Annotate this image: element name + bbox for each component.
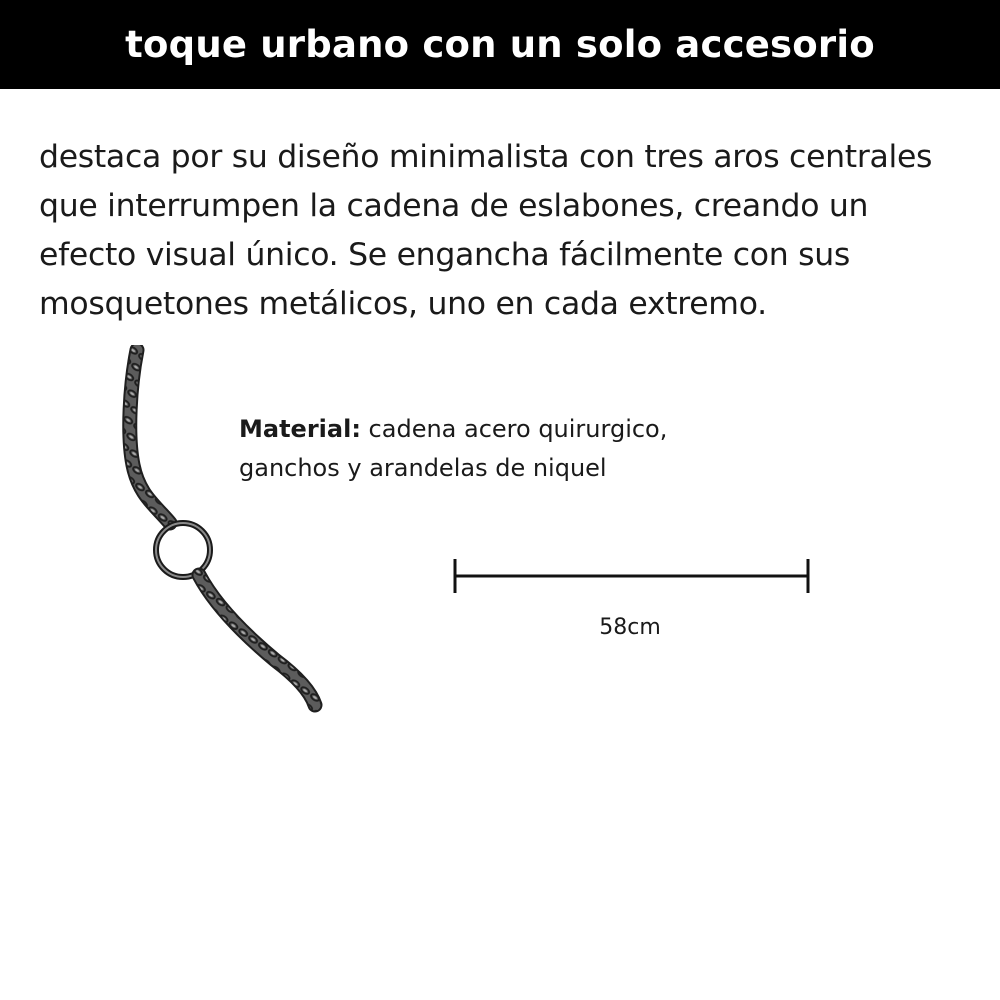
material-label: Material: [239,415,361,443]
description-line: mosquetones metálicos, uno en cada extremo. [39,286,767,322]
description-line: que interrumpen la cadena de eslabones, creando un [39,188,869,224]
chain-with-ring-icon [115,345,330,725]
material-text: ganchos y arandelas de niquel [239,454,607,482]
measurement-bar-icon [449,556,815,596]
material-info [239,410,799,488]
description-line: destaca por su diseño minimalista con tres aros centrales [39,139,933,175]
product-description [39,133,984,329]
chain-lower-segment [199,575,315,705]
measurement-label: 58cm [599,615,661,640]
material-text: cadena acero quirurgico, [360,415,668,443]
title-banner [0,0,1000,89]
description-line: efecto visual único. Se engancha fácilmente con sus [39,237,851,273]
chain-upper-segment [130,350,170,523]
page-title: toque urbano con un solo accesorio [125,23,875,66]
